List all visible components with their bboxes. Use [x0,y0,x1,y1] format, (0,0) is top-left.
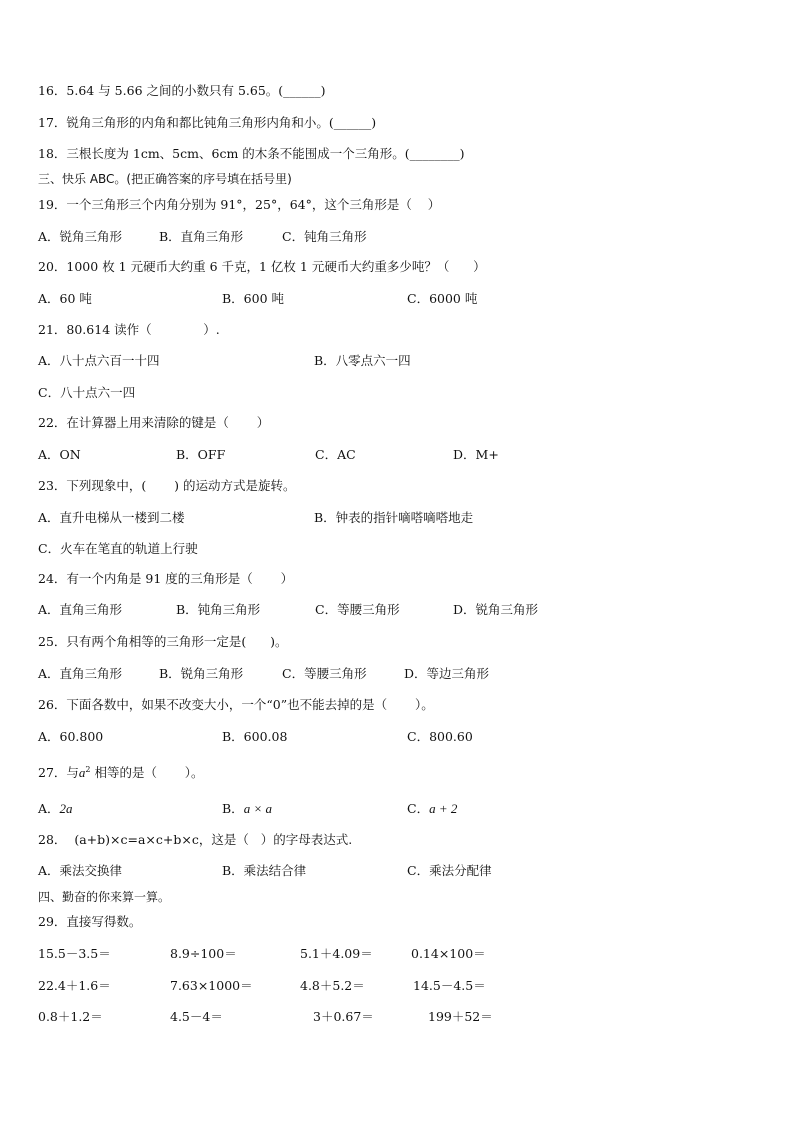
calc-r2-c4: 14.5－4.5＝ [413,978,486,993]
q21-option-c: C．八十点六一四 [38,385,136,400]
question-27 [38,765,204,781]
q27-option-c-label: C． [407,801,430,816]
calc-r1-c3: 5.1＋4.09＝ [300,946,373,961]
q27-suffix: 相等的是（ ）。 [90,765,204,780]
q27-option-c [407,801,457,817]
calc-r2-c1: 22.4＋1.6＝ [38,978,111,993]
question-23: 23．下列现象中，( ) 的运动方式是旋转。 [38,478,296,493]
q20-option-a: A．60 吨 [38,291,92,306]
question-28: 28． (a+b)×c=a×c+b×c，这是（ ）的字母表达式. [38,832,353,847]
question-17: 17．锐角三角形的内角和都比钝角三角形内角和小。(______) [38,115,377,130]
q21-option-a: A．八十点六百一十四 [38,353,160,368]
q19-option-b: B．直角三角形 [159,229,244,244]
q28-option-c: C．乘法分配律 [407,863,492,878]
q27-variable: a [78,765,86,780]
q24-option-a: A．直角三角形 [38,602,123,617]
q26-option-c: C．800.60 [407,729,473,744]
q27-option-a [38,801,73,817]
q27-option-b-expr: a × a [243,801,272,816]
question-18: 18．三根长度为 1cm、5cm、6cm 的木条不能围成一个三角形。(________) [38,146,465,161]
q23-option-c: C．火车在笔直的轨道上行驶 [38,541,198,556]
calc-r3-c4: 199＋52＝ [428,1009,493,1024]
q27-option-b-label: B． [222,801,244,816]
q27-option-a-expr: 2a [59,801,73,816]
q24-option-b: B．钝角三角形 [176,602,261,617]
section-4-heading: 四、勤奋的你来算一算。 [38,890,171,904]
q21-option-b: B．八零点六一四 [314,353,411,368]
calc-r3-c1: 0.8＋1.2＝ [38,1009,103,1024]
q28-option-a: A．乘法交换律 [38,863,123,878]
q19-option-a: A．锐角三角形 [38,229,123,244]
q26-option-a: A．60.800 [38,729,104,744]
q22-option-a: A．ON [38,447,81,462]
q25-option-b: B．锐角三角形 [159,666,244,681]
q24-option-c: C．等腰三角形 [315,602,400,617]
question-22: 22．在计算器上用来清除的键是（ ） [38,415,270,430]
q19-option-c: C．钝角三角形 [282,229,367,244]
question-21: 21．80.614 读作（ ）. [38,322,220,337]
q22-option-b: B．OFF [176,447,226,462]
calc-r3-c2: 4.5－4＝ [170,1009,223,1024]
calc-r3-c3: 3＋0.67＝ [313,1009,374,1024]
question-25: 25．只有两个角相等的三角形一定是( )。 [38,634,288,649]
calc-r1-c4: 0.14×100＝ [411,946,486,961]
calc-r1-c1: 15.5－3.5＝ [38,946,111,961]
q20-option-b: B．600 吨 [222,291,285,306]
q27-option-c-expr: a + 2 [429,801,458,816]
calc-r2-c2: 7.63×1000＝ [170,978,253,993]
q25-option-d: D．等边三角形 [404,666,490,681]
q27-option-a-label: A． [38,801,60,816]
question-19: 19．一个三角形三个内角分别为 91°，25°，64°，这个三角形是（ ） [38,197,441,212]
q25-option-a: A．直角三角形 [38,666,123,681]
q28-option-b: B．乘法结合律 [222,863,307,878]
question-29: 29．直接写得数。 [38,914,142,929]
q23-option-b: B．钟表的指针嘀嗒嘀嗒地走 [314,510,474,525]
q24-option-d: D．锐角三角形 [453,602,539,617]
q27-option-b [222,801,272,817]
q27-exponent: 2 [85,764,91,774]
calc-r2-c3: 4.8＋5.2＝ [300,978,365,993]
q22-option-c: C．AC [315,447,356,462]
q23-option-a: A．直升电梯从一楼到二楼 [38,510,185,525]
section-3-heading: 三、快乐 ABC。(把正确答案的序号填在括号里) [38,172,292,186]
question-20: 20．1000 枚 1 元硬币大约重 6 千克，1 亿枚 1 元硬币大约重多少吨？（ ） [38,259,486,274]
calc-r1-c2: 8.9÷100＝ [170,946,237,961]
q25-option-c: C．等腰三角形 [282,666,367,681]
q27-prefix: 27．与 [38,765,79,780]
q20-option-c: C．6000 吨 [407,291,478,306]
question-26: 26．下面各数中，如果不改变大小，一个“0”也不能去掉的是（ ）。 [38,697,434,712]
q26-option-b: B．600.08 [222,729,288,744]
question-16: 16．5.64 与 5.66 之间的小数只有 5.65。(______) [38,83,326,98]
q22-option-d: D．M+ [453,447,499,462]
question-24: 24．有一个内角是 91 度的三角形是（ ） [38,571,294,586]
